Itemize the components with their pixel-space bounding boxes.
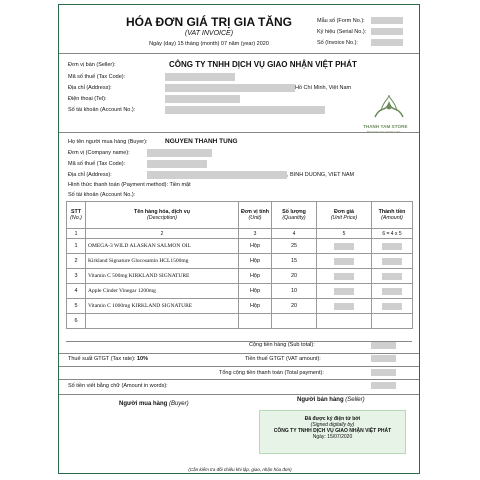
redacted-value — [382, 273, 402, 280]
invoice-title: HÓA ĐƠN GIÁ TRỊ GIA TĂNG — [125, 15, 292, 29]
seller-tax-label: Mã số thuế (Tax Code): — [68, 74, 126, 80]
redacted-value — [334, 273, 354, 280]
row-amount — [372, 254, 413, 269]
table-row — [67, 254, 413, 269]
invoice-sheet — [58, 4, 420, 474]
row-no: 4 — [67, 284, 86, 299]
seller-account-label: Số tài khoản (Account No.): — [68, 107, 136, 113]
index-cell: 3 — [239, 229, 272, 239]
row-amount — [372, 269, 413, 284]
signed-line1: Đã được ký điện tử bởi — [304, 416, 361, 422]
seller-account-redacted — [165, 106, 325, 114]
row-amount — [372, 239, 413, 254]
redacted-value — [382, 243, 402, 250]
row-no: 3 — [67, 269, 86, 284]
invoice-no-redacted — [371, 39, 403, 46]
row-no: 5 — [67, 299, 86, 314]
divider — [59, 53, 419, 54]
seller-label: Đơn vị bán (Seller): — [68, 62, 116, 68]
seller-tel-redacted — [165, 95, 240, 103]
seller-name: CÔNG TY TNHH DỊCH VỤ GIAO NHẬN VIỆT PHÁT — [169, 60, 357, 69]
row-no: 1 — [67, 239, 86, 254]
index-cell: 6 = 4 x 5 — [372, 229, 413, 239]
col-header-unit: Đơn vị tính (Unit) — [239, 202, 272, 229]
seller-address-tail: Hồ Chí Minh, Việt Nam — [295, 85, 352, 91]
row-unit-price — [317, 254, 372, 269]
buyer-name: NGUYEN THANH TUNG — [165, 138, 238, 145]
seller-tax-redacted — [165, 73, 235, 81]
table-row — [67, 284, 413, 299]
seller-address-redacted — [165, 84, 295, 92]
redacted-value — [382, 258, 402, 265]
buyer-label: Họ tên người mua hàng (Buyer): — [68, 139, 148, 145]
redacted-value — [334, 258, 354, 265]
table-header-row — [67, 202, 413, 229]
row-no: 2 — [67, 254, 86, 269]
row-unit-price — [317, 284, 372, 299]
divider — [59, 366, 419, 367]
invoice-date: Ngày (day) 15 tháng (month) 07 năm (year) 2020 — [149, 41, 269, 47]
row-description: OMEGA-3 WILD ALASKAN SALMON OIL — [86, 239, 239, 254]
table-row — [67, 239, 413, 254]
buyer-company-label: Đơn vị (Company name): — [68, 150, 130, 156]
buyer-address-tail: , BINH DUONG, VIET NAM — [287, 172, 355, 178]
seller-signature-label: Người bán hàng (Seller) — [297, 397, 365, 403]
store-logo-name: THANH TAM STORE — [363, 124, 408, 129]
seller-tel-label: Điện thoại (Tel): — [68, 96, 107, 102]
divider — [59, 394, 419, 395]
col-header-no: STT (No.) — [67, 202, 86, 229]
col-header-quantity: Số lượng (Quantity) — [272, 202, 317, 229]
signed-company: CÔNG TY TNHH DỊCH VỤ GIAO NHẬN VIỆT PHÁT — [273, 428, 392, 434]
redacted-value — [334, 303, 354, 310]
form-no-label: Mẫu số (Form No.): — [317, 18, 365, 24]
payment-method-row — [68, 182, 191, 188]
row-quantity: 15 — [272, 254, 317, 269]
subtotal-label: Cộng tiền hàng (Sub total): — [249, 342, 315, 348]
form-no-redacted — [371, 17, 403, 24]
row-unit-price — [317, 314, 372, 329]
amount-in-words-redacted — [371, 382, 396, 389]
items-table — [66, 201, 413, 329]
row-unit: Hộp — [239, 239, 272, 254]
buyer-company-redacted — [147, 149, 212, 157]
vat-rate-label: Thuế suất GTGT (Tax rate): — [68, 356, 136, 362]
payment-method-value: Tiền mặt — [169, 182, 191, 188]
index-cell: 2 — [86, 229, 239, 239]
row-quantity: 20 — [272, 299, 317, 314]
row-quantity — [272, 314, 317, 329]
buyer-signature-label: Người mua hàng (Buyer) — [119, 401, 189, 407]
redacted-value — [382, 303, 402, 310]
invoice-subtitle: (VAT INVOICE) — [184, 30, 234, 37]
buyer-address-redacted — [147, 171, 287, 179]
row-description — [86, 314, 239, 329]
table-row — [67, 269, 413, 284]
buyer-tax-label: Mã số thuế (Tax Code): — [68, 161, 126, 167]
buyer-tax-redacted — [147, 160, 207, 168]
row-quantity: 25 — [272, 239, 317, 254]
redacted-value — [334, 288, 354, 295]
row-description: Kirkland Signature Glucosamin HCL1500mg — [86, 254, 239, 269]
index-cell: 5 — [317, 229, 372, 239]
serial-row — [317, 29, 366, 35]
row-quantity: 10 — [272, 284, 317, 299]
digital-signature-box — [259, 410, 406, 454]
signed-date: Ngày: 15/07/2020 — [312, 434, 353, 440]
total-redacted — [371, 369, 396, 376]
table-row — [67, 299, 413, 314]
store-logo-icon — [371, 91, 407, 127]
footer-note: (Cần kiểm tra đối chiếu khi lập, giao, nhận hóa đơn) — [188, 467, 292, 472]
buyer-account-label: Số tài khoản (Account No.): — [68, 192, 136, 198]
row-unit: Hộp — [239, 284, 272, 299]
index-row — [67, 229, 413, 239]
row-unit: Hộp — [239, 269, 272, 284]
col-header-description: Tên hàng hóa, dịch vụ (Description) — [86, 202, 239, 229]
redacted-value — [382, 288, 402, 295]
divider — [59, 379, 419, 380]
amount-in-words-label: Số tiền viết bằng chữ (Amount in words): — [68, 383, 168, 389]
table-row — [67, 314, 413, 329]
row-unit: Hộp — [239, 299, 272, 314]
index-cell: 4 — [272, 229, 317, 239]
serial-redacted — [371, 28, 403, 35]
row-quantity: 20 — [272, 269, 317, 284]
subtotal-redacted — [371, 342, 396, 349]
row-unit — [239, 314, 272, 329]
serial-label: Ký hiệu (Serial No.): — [317, 29, 367, 35]
col-header-unit-price: Đơn giá (Unit Price) — [317, 202, 372, 229]
buyer-address-label: Địa chỉ (Address): — [68, 172, 112, 178]
invoice-no-label: Số (Invoice No.): — [317, 40, 358, 46]
invoice-no-row — [317, 40, 358, 46]
row-unit-price — [317, 269, 372, 284]
index-cell: 1 — [67, 229, 86, 239]
vat-amount-redacted — [371, 355, 396, 362]
form-no-row — [317, 18, 365, 24]
row-unit-price — [317, 239, 372, 254]
signed-line2: (Signed digitally by) — [310, 422, 355, 428]
seller-address-label: Địa chỉ (Address): — [68, 85, 112, 91]
row-description: Apple Cinder Vinegar 1200mg — [86, 284, 239, 299]
divider — [59, 353, 419, 354]
divider — [66, 341, 412, 342]
row-no: 6 — [67, 314, 86, 329]
store-logo-tagline: BEAUTY OF YOUR LIFE — [367, 130, 401, 134]
vat-rate-row — [68, 356, 148, 362]
row-amount — [372, 299, 413, 314]
row-amount — [372, 284, 413, 299]
col-header-amount: Thành tiền (Amount) — [372, 202, 413, 229]
row-amount — [372, 314, 413, 329]
total-label: Tổng cộng tiền thanh toán (Total payment): — [219, 370, 324, 376]
divider — [59, 132, 419, 133]
redacted-value — [334, 243, 354, 250]
row-unit-price — [317, 299, 372, 314]
row-unit: Hộp — [239, 254, 272, 269]
vat-amount-label: Tiền thuế GTGT (VAT amount): — [245, 356, 321, 362]
vat-rate-value: 10% — [136, 356, 148, 362]
row-description: Vitamin C 500mg KIRKLAND SIGNATURE — [86, 269, 239, 284]
payment-method-label: Hình thức thanh toán (Payment method): — [68, 182, 168, 188]
row-description: Vitamin C 1000mg KIRKLAND SIGNATURE — [86, 299, 239, 314]
